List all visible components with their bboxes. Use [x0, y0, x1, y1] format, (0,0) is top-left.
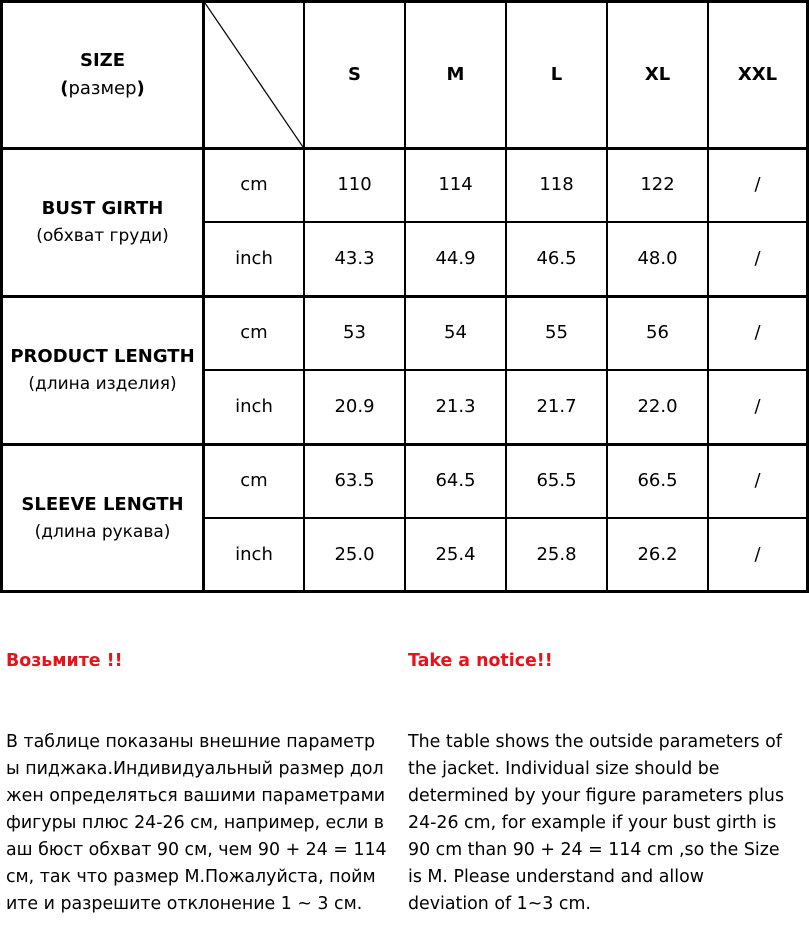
notice-line: В таблице показаны внешние параметр — [6, 732, 375, 752]
size-col-l: L — [550, 63, 563, 85]
value-cell: 53 — [343, 322, 366, 344]
value-cell: 114 — [438, 174, 473, 196]
unit-label: cm — [240, 174, 268, 196]
notice-russian-title: Возьмите !! — [6, 651, 123, 671]
value-cell: 48.0 — [637, 247, 678, 269]
value-cell: 20.9 — [334, 395, 375, 417]
size-col-s: S — [348, 63, 361, 85]
notice-russian — [6, 594, 387, 945]
value-cell: 44.9 — [435, 247, 476, 269]
value-cell: / — [754, 395, 761, 417]
notice-line: ы пиджака.Индивидуальный размер дол — [6, 759, 384, 779]
value-cell: 122 — [640, 174, 675, 196]
notice-line: 90 cm than 90 + 24 = 114 cm ,so the Size — [408, 840, 780, 860]
value-cell: / — [754, 322, 761, 344]
value-cell: 22.0 — [637, 395, 678, 417]
value-cell: 110 — [337, 174, 372, 196]
value-cell: 25.4 — [435, 543, 476, 565]
notice-english — [408, 594, 784, 945]
unit-label: inch — [235, 395, 273, 417]
size-header-cell — [3, 3, 202, 147]
value-cell: 54 — [444, 322, 467, 344]
size-sub-label: (размер) — [60, 78, 145, 99]
notice-line: is M. Please understand and allow — [408, 867, 704, 887]
row-label: PRODUCT LENGTH — [10, 345, 195, 367]
notice-line: The table shows the outside parameters of — [408, 732, 782, 752]
value-cell: 65.5 — [536, 470, 577, 492]
notice-line: 24-26 cm, for example if your bust girth is — [408, 813, 777, 833]
row-label-cell — [3, 298, 202, 443]
value-cell: 63.5 — [334, 470, 375, 492]
value-cell: 25.0 — [334, 543, 375, 565]
row-label-cell — [3, 446, 202, 591]
row-sublabel: (длина изделия) — [28, 374, 177, 395]
notice-english-title: Take a notice!! — [408, 651, 553, 671]
value-cell: 66.5 — [637, 470, 678, 492]
value-cell: 21.7 — [536, 395, 577, 417]
row-sublabel: (обхват груди) — [36, 226, 169, 247]
notice-line: аш бюст обхват 90 см, чем 90 + 24 = 114 — [6, 840, 387, 860]
notice-line: фигуры плюс 24-26 см, например, если в — [6, 813, 385, 833]
notice-line: ите и разрешите отклонение 1 ~ 3 см. — [6, 894, 363, 914]
value-cell: 43.3 — [334, 247, 375, 269]
value-cell: / — [754, 247, 761, 269]
value-cell: 26.2 — [637, 543, 678, 565]
size-col-m: M — [446, 63, 465, 85]
value-cell: 118 — [539, 174, 574, 196]
notice-line: determined by your figure parameters plus — [408, 786, 785, 806]
notice-line: см, так что размер М.Пожалуйста, пойм — [6, 867, 376, 887]
value-cell: 64.5 — [435, 470, 476, 492]
notice-line: жен определяться вашими параметрами — [6, 786, 386, 806]
size-col-xl: XL — [644, 63, 671, 85]
value-cell: / — [754, 543, 761, 565]
unit-label: inch — [235, 543, 273, 565]
row-label: BUST GIRTH — [41, 197, 164, 219]
value-cell: 56 — [646, 322, 669, 344]
size-label: SIZE — [79, 49, 125, 71]
value-cell: / — [754, 470, 761, 492]
unit-label: cm — [240, 322, 268, 344]
notice-russian-body — [6, 729, 387, 918]
notice-line: deviation of 1~3 cm. — [408, 894, 591, 914]
notice-line: the jacket. Individual size should be — [408, 759, 720, 779]
header-diagonal — [205, 3, 303, 147]
value-cell: 46.5 — [536, 247, 577, 269]
value-cell: 21.3 — [435, 395, 476, 417]
notice-english-body — [408, 729, 784, 918]
row-label-cell — [3, 150, 202, 295]
row-sublabel: (длина рукава) — [34, 522, 171, 543]
row-label: SLEEVE LENGTH — [21, 493, 184, 515]
value-cell: 25.8 — [536, 543, 577, 565]
unit-label: inch — [235, 247, 273, 269]
size-col-xxl: XXL — [737, 63, 778, 85]
unit-label: cm — [240, 470, 268, 492]
value-cell: 55 — [545, 322, 568, 344]
value-cell: / — [754, 174, 761, 196]
